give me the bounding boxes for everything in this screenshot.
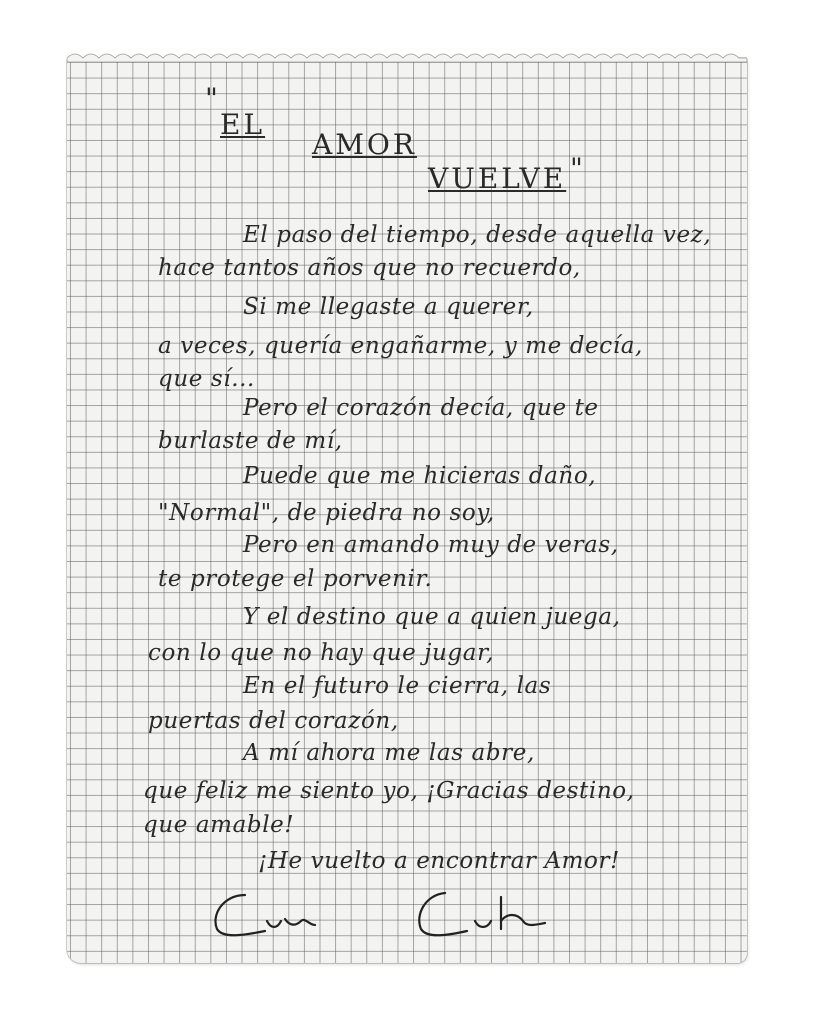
- title-word-amor: AMOR: [312, 128, 417, 161]
- poem-line: "Normal", de piedra no soy,: [158, 500, 495, 526]
- poem-line: te protege el porvenir.: [158, 566, 433, 592]
- title-word-vuelve: VUELVE: [428, 162, 567, 195]
- poem-line: A mí ahora me las abre,: [243, 740, 535, 766]
- poem-line: que feliz me siento yo, ¡Gracias destino,: [143, 778, 635, 804]
- poem-line: El paso del tiempo, desde aquella vez,: [243, 222, 712, 248]
- poem-line: Pero en amando muy de veras,: [243, 532, 619, 558]
- poem-line: Puede que me hicieras daño,: [243, 463, 597, 489]
- poem-line: que sí...: [158, 366, 255, 392]
- poem-line: con lo que no hay que jugar,: [148, 640, 495, 666]
- poem-line: a veces, quería engañarme, y me decía,: [158, 333, 643, 359]
- poem-line: En el futuro le cierra, las: [243, 673, 552, 699]
- poem-line: puertas del corazón,: [148, 708, 399, 734]
- poem-line: Pero el corazón decía, que te: [243, 395, 599, 421]
- poem-line: ¡He vuelto a encontrar Amor!: [258, 848, 620, 874]
- perforated-edge: [67, 50, 747, 62]
- title-open-quote: ": [205, 82, 221, 115]
- title-close-quote: ": [570, 152, 586, 185]
- poem-line: burlaste de mí,: [158, 428, 343, 454]
- poem-line: Si me llegaste a querer,: [243, 294, 534, 320]
- poem-line: hace tantos años que no recuerdo,: [158, 255, 581, 281]
- poem-line: Y el destino que a quien juega,: [243, 604, 621, 630]
- poem-line: que amable!: [143, 812, 295, 838]
- handwritten-signature: [205, 885, 585, 945]
- title-word-el: EL: [220, 108, 266, 141]
